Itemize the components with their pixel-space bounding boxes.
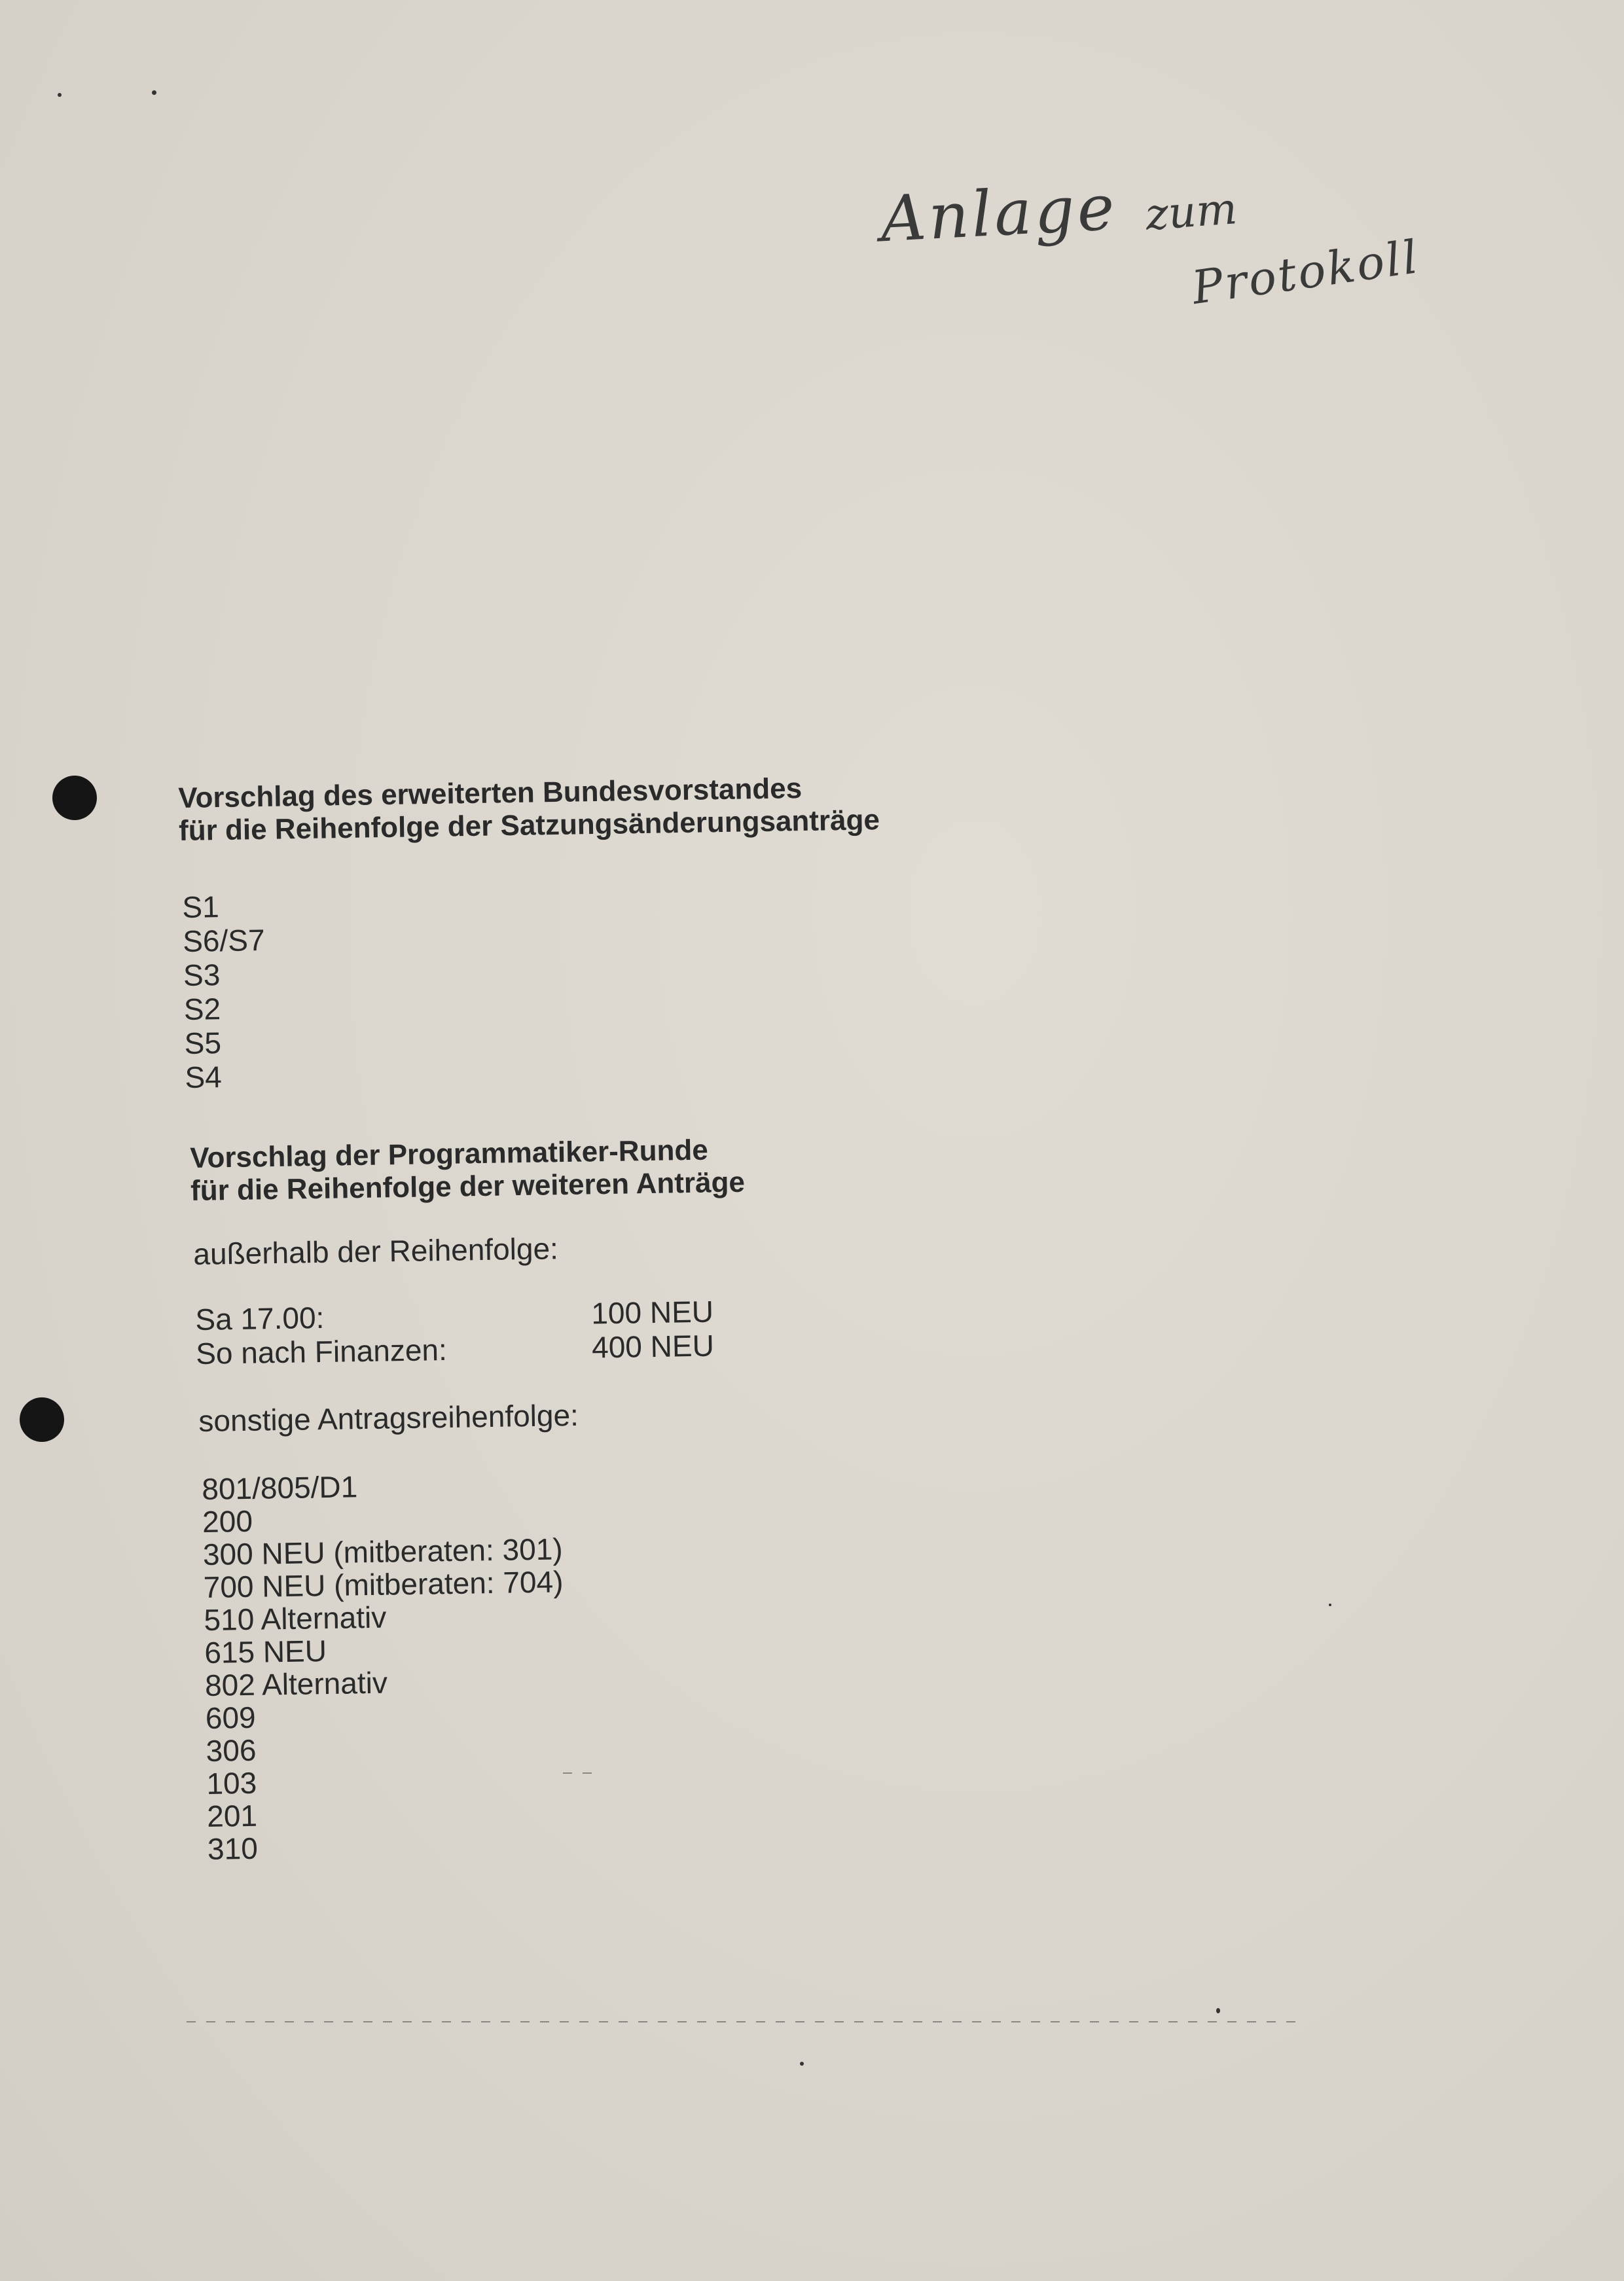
handwritten-annotation: Anlage bbox=[878, 170, 1119, 257]
list-item: 200 bbox=[202, 1503, 253, 1539]
motion-number: 100 NEU bbox=[590, 1294, 714, 1331]
list-item: 201 bbox=[206, 1798, 258, 1833]
section1-heading bbox=[178, 771, 880, 848]
motion-order-list bbox=[202, 1467, 568, 1865]
outside-order-table bbox=[195, 1295, 714, 1371]
other-order-label: sonstige Antragsreihenfolge: bbox=[198, 1397, 579, 1438]
punch-hole bbox=[52, 776, 97, 820]
paper-speck bbox=[800, 2062, 804, 2066]
section2-heading bbox=[190, 1134, 745, 1208]
heading-line: Vorschlag der Programmatiker-Runde bbox=[190, 1134, 709, 1174]
heading-line: Vorschlag des erweiterten Bundesvorstandes bbox=[178, 772, 803, 814]
heading-line: für die Reihenfolge der weiteren Anträge bbox=[190, 1166, 746, 1207]
scan-line-artifact bbox=[187, 2021, 1299, 2022]
list-item: S2 bbox=[183, 992, 221, 1026]
scan-line-artifact bbox=[563, 1772, 596, 1774]
list-item: S1 bbox=[182, 889, 220, 924]
list-item: 300 NEU (mitberaten: 301) bbox=[202, 1532, 564, 1572]
list-item: 609 bbox=[205, 1700, 257, 1735]
table-row bbox=[196, 1329, 714, 1371]
list-item: 306 bbox=[206, 1733, 257, 1768]
list-item: 615 NEU bbox=[204, 1634, 327, 1670]
schedule-time: Sa 17.00: bbox=[195, 1300, 325, 1337]
list-item: S4 bbox=[185, 1060, 223, 1094]
paper-speck bbox=[152, 90, 156, 95]
list-item: S3 bbox=[183, 958, 221, 992]
motion-number: 400 NEU bbox=[591, 1328, 715, 1365]
list-item: 802 Alternativ bbox=[204, 1665, 388, 1702]
paper-speck bbox=[58, 93, 62, 97]
list-item: 510 Alternativ bbox=[204, 1600, 387, 1637]
heading-line: für die Reihenfolge der Satzungsänderungsanträge bbox=[178, 804, 880, 847]
handwritten-annotation: Protokoll bbox=[1188, 230, 1423, 315]
statute-order-list bbox=[182, 889, 267, 1094]
handwritten-annotation: zum bbox=[1144, 183, 1239, 240]
list-item: 310 bbox=[207, 1831, 259, 1866]
paper-speck bbox=[1329, 1604, 1331, 1606]
paper-speck bbox=[1216, 2008, 1220, 2013]
list-item: 801/805/D1 bbox=[201, 1469, 358, 1506]
list-item: S5 bbox=[184, 1026, 222, 1060]
schedule-time: So nach Finanzen: bbox=[195, 1332, 448, 1371]
punch-hole bbox=[20, 1397, 64, 1442]
list-item: S6/S7 bbox=[182, 923, 265, 958]
list-item: 700 NEU (mitberaten: 704) bbox=[203, 1564, 564, 1604]
outside-order-label: außerhalb der Reihenfolge: bbox=[193, 1231, 559, 1271]
list-item: 103 bbox=[206, 1765, 257, 1801]
